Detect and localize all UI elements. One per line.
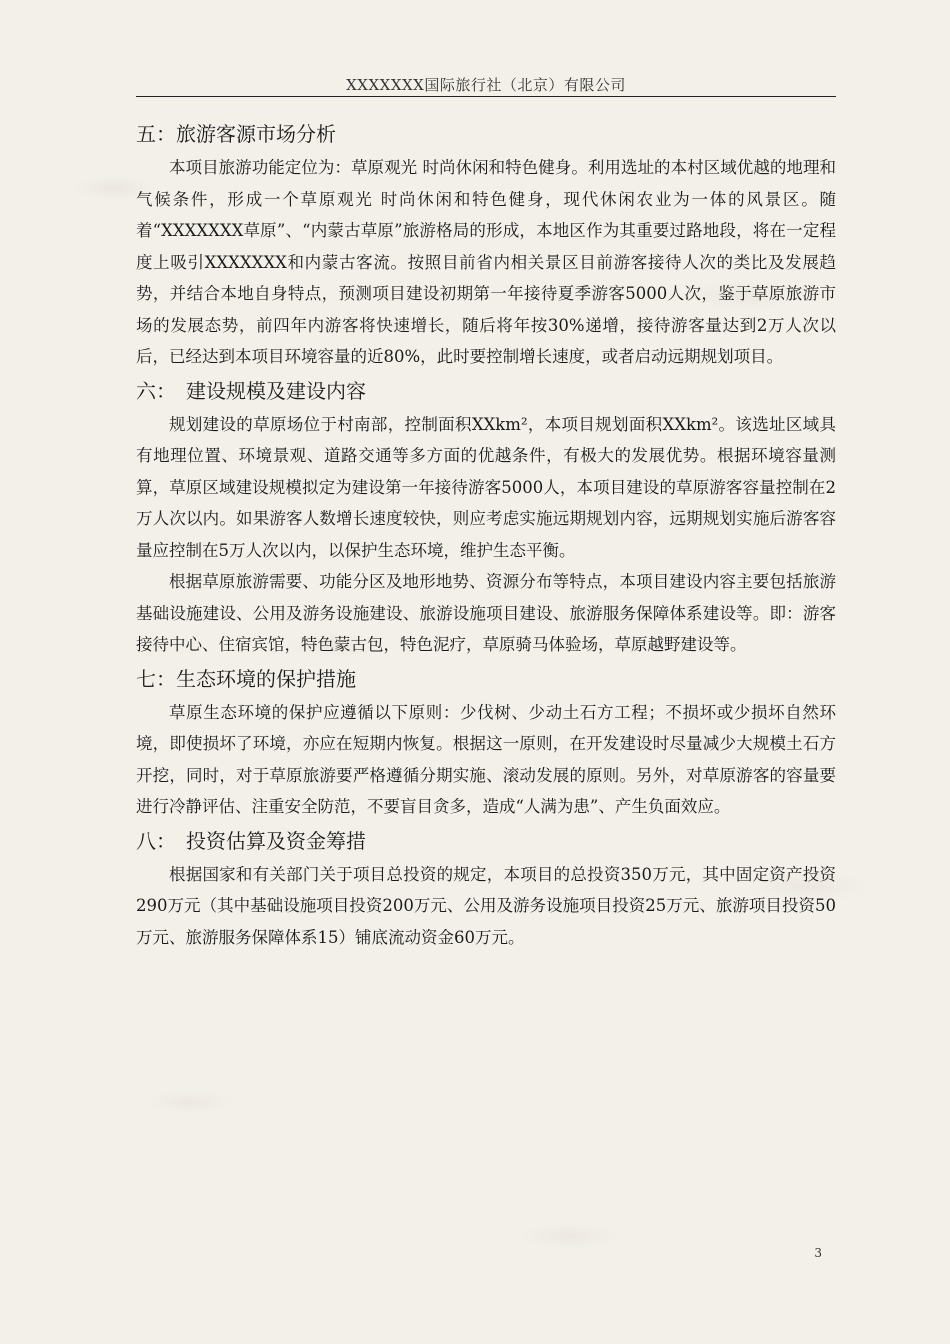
page-number: 3	[814, 1246, 822, 1260]
paragraph: 草原生态环境的保护应遵循以下原则：少伐树、少动土石方工程；不损坏或少损坏自然环境，即使损坏了环境，亦应在短期内恢复。根据这一原则，在开发建设时尽量减少大规模土石方开挖，同时，对于草原旅游要严格遵循分期实施、滚动发展的原则。另外，对草原游客的容量要进行冷静评估、注重安全防范，不要盲目贪多，造成“人满为患”、产生负面效应。	[136, 702, 836, 816]
paragraph: 根据草原旅游需要、功能分区及地形地势、资源分布等特点，本项目建设内容主要包括旅游基础设施建设、公用及游务设施建设、旅游设施项目建设、旅游服务保障体系建设等。即：游客接待中心、住宿宾馆，特色蒙古包，特色泥疗，草原骑马体验场，草原越野建设等。	[136, 572, 836, 654]
section-investment-estimate	[136, 823, 836, 954]
paragraph: 规划建设的草原场位于村南部，控制面积XXkm²，本项目规划面积XXkm²。该选址区域具有地理位置、环境景观、道路交通等多方面的优越条件，有极大的发展优势。根据环境容量测算，草原区域建设规模拟定为建设第一年接待游客5000人，本项目建设的草原游客容量控制在2万人次以内。如果游客人数增长速度较快，则应考虑实施远期规划内容，远期规划实施后游客容量应控制在5万人次以内，以保护生态环境，维护生态平衡。	[136, 414, 836, 560]
section-ecological-protection	[136, 661, 836, 823]
header-rule	[136, 96, 836, 97]
section-heading: 八： 投资估算及资金筹措	[136, 828, 366, 853]
page-header: XXXXXXX国际旅行社（北京）有限公司	[346, 76, 626, 94]
paragraph: 本项目旅游功能定位为：草原观光 时尚休闲和特色健身。利用选址的本村区域优越的地理和气候条件，形成一个草原观光 时尚休闲和特色健身，现代休闲农业为一体的风景区。随着“XXXXXXX草原”、“内蒙古草原”旅游格局的形成，本地区作为其重要过路地段，将在一定程度上吸引XXXXXXX和内蒙古客流。按照目前省内相关景区目前游客接待人次的类比及发展趋势，并结合本地自身特点，预测项目建设初期第一年接待夏季游客5000人次，鉴于草原旅游市场的发展态势，前四年内游客将快速增长，随后将年按30%递增，接待游客量达到2万人次以后，已经达到本项目环境容量的近80%，此时要控制增长速度，或者启动远期规划项目。	[136, 158, 836, 366]
section-heading: 五：旅游客源市场分析	[136, 122, 336, 146]
section-construction-scale	[136, 373, 836, 661]
section-market-analysis	[136, 116, 836, 373]
paragraph: 根据国家和有关部门关于项目总投资的规定，本项目的总投资350万元，其中固定资产投资290万元（其中基础设施项目投资200万元、公用及游务设施项目投资25万元、旅游项目投资50万元、旅游服务保障体系15）铺底流动资金60万元。	[136, 864, 836, 947]
section-heading: 六： 建设规模及建设内容	[136, 378, 366, 403]
section-heading: 七：生态环境的保护措施	[136, 666, 356, 691]
document-body	[136, 116, 836, 953]
